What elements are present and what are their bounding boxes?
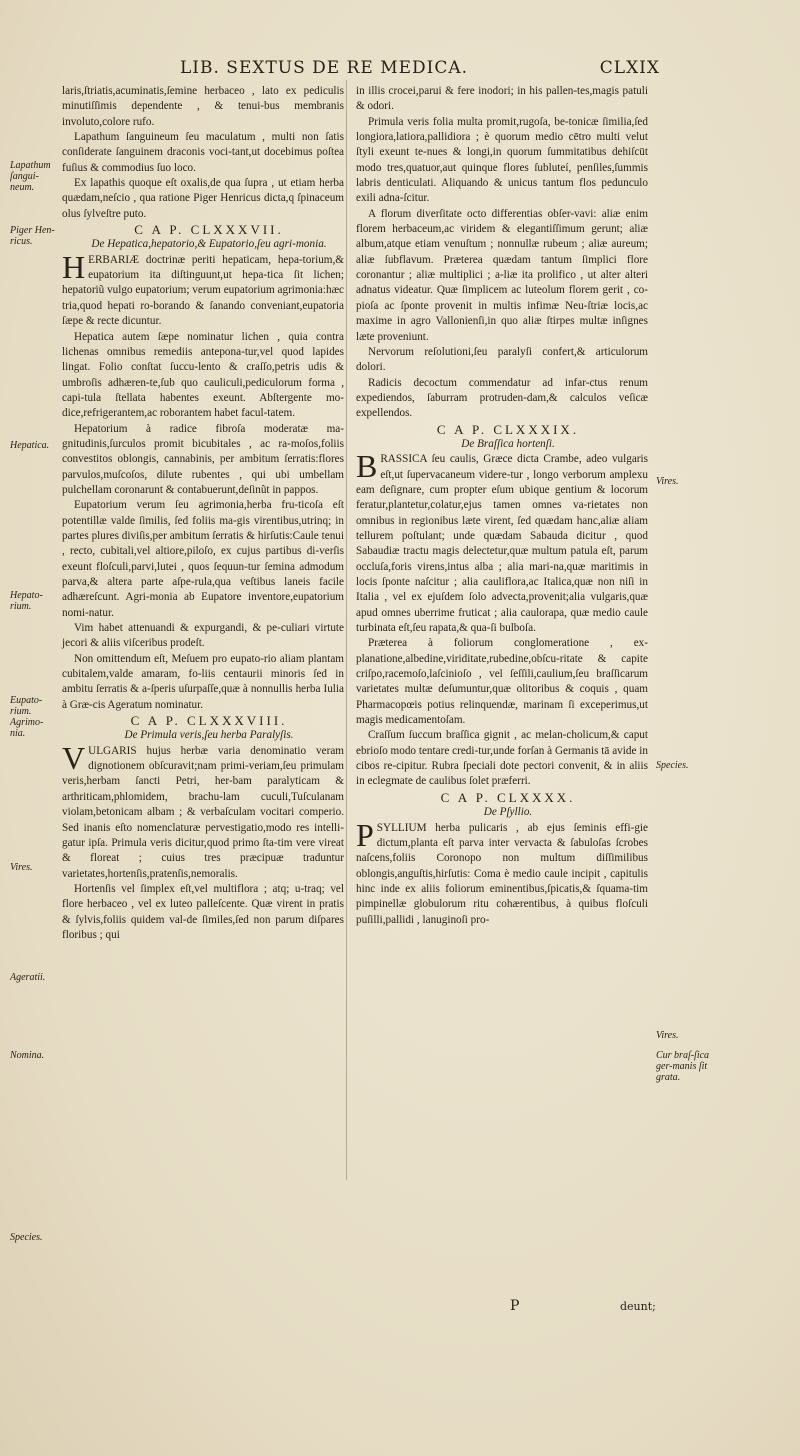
paragraph: Radicis decoctum commendatur ad infar-ctus renum expediendos, ſaburram protruden-dam,& calculos veſicæ expellendos. bbox=[356, 376, 648, 420]
drop-cap: P bbox=[356, 816, 374, 853]
margin-note: Vires. bbox=[656, 476, 679, 487]
page-header bbox=[180, 58, 660, 80]
margin-note: Species. bbox=[10, 1232, 43, 1243]
paragraph-text: ERBARIÆ doctrinæ periti hepaticam, hepa-torium,& eupatorium ita diſtinguunt,ut hepa-tica ſit lichen; hepatoriũ vulgo eupatorium; verum eupatorium agrimonia:hæc tria,quod hepati ro-borando & ſanando conveniant,eupatoria ſæpe & recte dicuntur. bbox=[62, 253, 344, 328]
margin-note: Lapathum ſangui-neum. bbox=[10, 160, 51, 193]
paragraph bbox=[62, 248, 344, 330]
paragraph: in illis crocei,parui & fere inodori; in his pallen-tes,magis patuli & odori. bbox=[356, 85, 648, 113]
paragraph: Nervorum reſolutioni,ſeu paralyſi confert,& articulorum dolori. bbox=[356, 345, 648, 374]
paragraph-text: ULGARIS hujus herbæ varia denominatio veram dignotionem obſcuravit;nam primi-veriam,ſeu primulam veris,herbam ſancti Petri, her-bam paralyticam & arthriticam,phlomidem, brachu-lam cuculi,Tuſculanam violam,betonicam albam ; & verbaſculam vocitari comperio. Sed inanis eſto nomenclaturæ pervestigatio,modo res intelli-gatur ipſa. Primula veris dicitur,quod primo ſta-tim vere vireat & floreat ; cuius tres præcipuæ traduntur varietates,hortenſis,pratenſis,nemoralis. bbox=[62, 744, 344, 880]
drop-cap: H bbox=[62, 248, 86, 285]
margin-note: Eupato-rium. Agrimo-nia. bbox=[10, 695, 44, 739]
margin-note: Hepato-rium. bbox=[10, 590, 43, 612]
column-divider bbox=[346, 80, 347, 1180]
margin-note: Cur braſ-ſica ger-manis ſit grata. bbox=[656, 1050, 710, 1083]
paragraph: Hortenſis vel ſimplex eſt,vel multiflora ; atq; u-traq; vel flore herbaceo , vel ex luteo palleſcente. Quæ virent in pratis & ſylvis,foliis quidem val-de ſimiles,ſed non parum diſpares floribus ; qui bbox=[62, 882, 344, 941]
margin-note: Nomina. bbox=[10, 1050, 45, 1061]
paragraph: laris,ſtriatis,acuminatis,ſemine herbaceo , lato ex pediculis minutiſſimis dependente , & tenui-bus membranis involuto,colore rufo. bbox=[62, 85, 344, 128]
paragraph: A florum diverſitate octo differentias obſer-vavi: aliæ enim florem herbaceum,ac viridem & elegantiſſimum gerunt; aliæ album,atque etiam venuſtum ; nonnullæ rubeum ; aliæ aureum; aliæ ſubflavum. Præterea quædam tantum ſimplici flore coronantur ; aliæ multiplici ; a-liæ ita prolifico , ut alter alteri adnatus videatur. Quæ ſimplicem ac luteolum florem gerit , co-pioſa ac ſponte provenit in multis infimæ Neu-ſtriæ locis,ac maxime in agro Vallonienſi,in quo aliæ ſtirpes multæ inſignes læte proveniunt. bbox=[356, 207, 648, 343]
margin-note: Ageratii. bbox=[10, 972, 46, 983]
margin-note: Species. bbox=[656, 760, 689, 771]
margin-note: Piger Hen-ricus. bbox=[10, 225, 55, 247]
paragraph bbox=[62, 739, 344, 882]
paragraph: Lapathum ſanguineum ſeu maculatum , multi non ſatis conſiderate ſanguinem draconis voci-tant,ut docebimus poſtea fuſius & commodius ſuo loco. bbox=[62, 131, 344, 174]
chapter-subtitle: De Pſyllio. bbox=[483, 806, 533, 819]
drop-cap: B bbox=[356, 448, 378, 485]
margin-note: Hepatica. bbox=[10, 440, 50, 451]
chapter-subtitle: De Primula veris,ſeu herba Paralyſis. bbox=[124, 729, 294, 742]
paragraph: Hepatorium à radice fibroſa moderatæ ma-gnitudinis,ſurculos promit bicubitales , ac ra-moſos,foliis convestitos oblongis, cannabinis, per ambitum ſerratis:flores parvulos,muſcoſos, dilute rubentes , qui ubi umbellam pulchellam coronarunt & contabuerunt,deſinũt in pappos. bbox=[62, 422, 344, 496]
chapter-subtitle: De Hepatica,hepatorio,& Eupatorio,ſeu agri-monia. bbox=[91, 238, 327, 251]
paragraph: Ex lapathis quoque eſt oxalis,de qua ſupra , ut etiam herba quædam,neſcio , qua ratione Piger Henricus dicta,q ſpinaceum olus ſylveſtre puto. bbox=[62, 177, 344, 220]
paragraph-text: RASSICA ſeu caulis, Græce dicta Crambe, adeo vulgaris eſt,ut ſupervacaneum videre-tur , longo verborum amplexu eam deſignare, cum propter eſum ubique gentium & locorum feratur,plantetur,colatur,ejus tamen omnes va-rietates non omnibus in regionibus læte virent, ſed quædam hanc,aliæ aliam tellurem poſtulant; unde quædam Sabauda dicitur , quod Sabaudiæ tractu magis delectetur,quæ multum patula eſt, parum occluſa,foris virens,intus alba ; alia mari-na,quæ maritimis in locis ſponte naſcitur ; alia cauliflora,ac Italica,quæ non niſi in Italia , vel ex ejuſdem ſolo advecta,provenit;alia vulgaris,quæ apud omnes uberrime fruticat ; alia caulorapa, quæ medio caule turbinata eſt,ſeu rapata,& qua-ſi bulboſa. bbox=[356, 453, 648, 635]
running-title: LIB. SEXTUS DE RE MEDICA. bbox=[180, 58, 469, 78]
catchword: deunt; bbox=[620, 1300, 656, 1313]
chapter-heading: C A P. CLXXXX. bbox=[440, 789, 576, 805]
chapter-heading: C A P. CLXXXIX. bbox=[436, 421, 580, 437]
chapter-subtitle: De Braſſica hortenſi. bbox=[461, 437, 555, 450]
signature-mark: P bbox=[510, 1298, 520, 1314]
folio-number: CLXIX bbox=[599, 58, 660, 78]
chapter-heading: C A P. CLXXXVIII. bbox=[130, 713, 288, 729]
right-column bbox=[356, 84, 648, 928]
paragraph: Vim habet attenuandi & expurgandi, & pe-culiari virtute jecori & aliis viſceribus prodeſt. bbox=[62, 622, 344, 650]
drop-cap: V bbox=[62, 739, 86, 776]
chapter-heading: C A P. CLXXXVII. bbox=[134, 222, 284, 238]
paragraph: Eupatorium verum ſeu agrimonia,herba fru-ticoſa eſt potentillæ valde ſimilis, ſed foliis ma-gis virentibus,utrinq; in partes plures diviſis,per ambitum ſerratis & hirſutis:Caule tenui , recto, cubitali,vel altiore,piloſo, ex cujus partibus di-verſis exeunt floſculi,parvi,lutei , quos ſequun-tur ſemina admodum parva,& altera parte aſpe-rula,qua veſtibus laneis facile adhæreſcunt. Agri-monia ab Eupatore inventore,eupatorium nomi-natur. bbox=[62, 499, 344, 619]
paragraph: Non omittendum eſt, Meſuem pro eupato-rio aliam plantam cubitalem,valde amaram, fo-liis centaurii minoris ſed in ambitu ſerratis & a-ſperis uſurpaſſe,quæ à nonnullis herba Iulia à Græ-cis Ageratum nominatur. bbox=[62, 652, 344, 711]
margin-note: Vires. bbox=[10, 862, 33, 873]
paragraph: Primula veris folia multa promit,rugoſa, be-tonicæ ſimilia,ſed longiora,latiora,pallidiora ; è quorum medio cētro multi velut ſtyli exeunt te-nues & longi,in quorum ſummitatibus dehiſcūt modo tres,quatuor,aut quinque flores ſubluteí, penſiles,ſummis labris denticulati. Aliquando & unicus tantum flos pedunculo exili adna-ſcitur. bbox=[356, 115, 648, 205]
paragraph bbox=[356, 448, 648, 636]
paragraph bbox=[356, 816, 648, 928]
paragraph-text: SYLLIUM herba pulicaris , ab ejus ſeminis effi-gie dictum,planta eſt parva inter vervacta & ſabuloſas ſcrobes naſcens,foliis Coronopo non multum diſſimilibus oblongis,anguſtis,hirſutis: Coma è medio caule incipit , capitulis hinc inde ex aliis foliorum eminentibus,ſpicatis,& ſquama-tim pimpinellæ globulorum ritu cohærentibus, à quibus floſculi puſilli,pallidi , lanuginoſi pro- bbox=[356, 821, 648, 926]
margin-note: Vires. bbox=[656, 1030, 679, 1041]
paragraph: Craſſum ſuccum braſſica gignit , ac melan-cholicum,& caput ebrioſo modo tentare credi-tur,unde forſan à Germanis tā avide in cibos re-cipitur. Rubra ſpeciali dote pectori convenit, & in aliis in eclegmate de caulibus ſolet præferri. bbox=[356, 729, 648, 788]
left-column bbox=[62, 84, 344, 943]
paragraph: Præterea à foliorum conglomeratione , ex-planatione,albedine,viriditate,rubedine,obſcu-ritate & capite criſpo,racemoſo,laſcinioſo , vel ſeſſili,caulium,ſeu braſſicarum varietates multæ deſumuntur,quæ olitoribus & coquis , quam Pharmacopœis potius relinquendæ, marinam ſi exceperimus,ut magis medicamentoſam. bbox=[356, 637, 648, 727]
paragraph: Hepatica autem ſæpe nominatur lichen , quia contra lichenas omnibus remediis antepona-tur,vel quod lapides lingat. Folio conſtat ſuccu-lento & craſſo,petris udis & umbroſis adhæren-te,ſub quo cauliculi,pediculorum forma , capi-tula ſtellata habentes exeunt. Abſtergente mo-dice,refrigerantem,ac roborantem habet facul-tatem. bbox=[62, 330, 344, 420]
